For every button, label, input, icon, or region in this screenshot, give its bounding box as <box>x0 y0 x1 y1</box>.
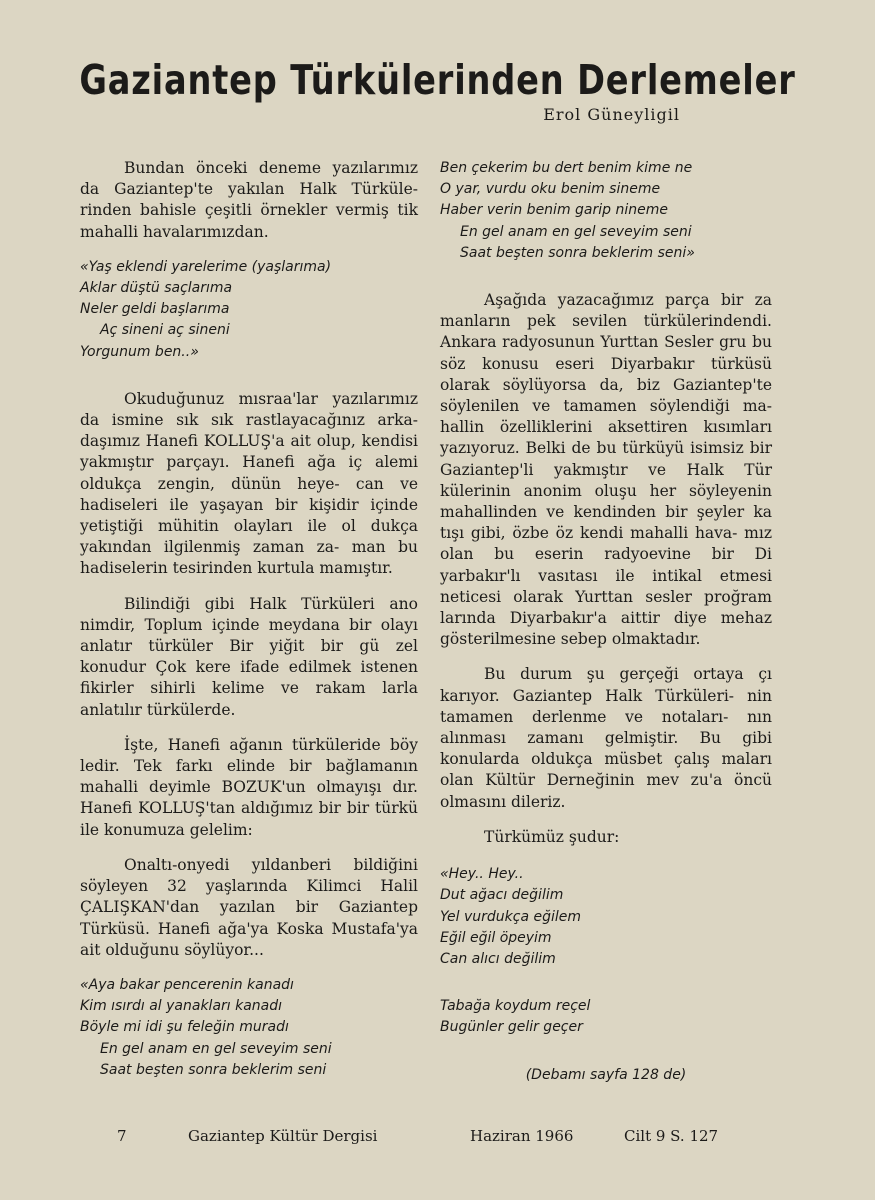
verse-line: En gel anam en gel seveyim seni <box>460 223 692 240</box>
verse-line: Haber verin benim garip nineme <box>440 202 668 219</box>
issue-date: Haziran 1966 <box>470 1127 574 1145</box>
paragraph: İşte, Hanefi ağanın türküleride böy ledir. Tek farkı elinde bir bağlamanın mahalli deyimle BOZUK'un olmayışı dır. Hanefi KOLLUŞ'tan aldığımız bir bir türkü ile konumuza gelelim: <box>80 735 418 839</box>
verse-block <box>80 257 418 363</box>
verse-line: Tabağa koydum reçel <box>440 998 591 1015</box>
right-column <box>440 158 772 1086</box>
paragraph: Türkümüz şudur: <box>484 827 620 846</box>
continuation-note: (Debamı sayfa 128 de) <box>525 1066 687 1083</box>
verse-line: Saat beşten sonra beklerim seni» <box>460 244 695 261</box>
verse-line: Dut ağacı değilim <box>440 887 564 904</box>
verse-line: Neler geldi başlarıma <box>80 301 230 318</box>
article-title: Gaziantep Türkülerinden Derlemeler <box>79 56 796 104</box>
paragraph: Aşağıda yazacağımız parça bir za manların pek sevilen türkülerindendi. Ankara radyosunun Yurttan Sesler gru bu söz konusu eseri Diyarbakır türküsü olarak söylüyorsa da, biz Gaziantep'te söylenilen ve tamamen söylendiği ma- hallin özelliklerini aksettiren kısımları yazıyoruz. Belki de bu türküyü isimsiz bir Gaziantep'li yakmıştır ve Halk Tür külerinin anonim oluşu her söyleyenin mahallinden ve kendinden bir şeyler ka tışı gibi, özbe öz kendi mahalli hava- mız olan bu eserin radyoevine bir Di yarbakır'lı vasıtası ile intikal etmesi neticesi olarak Yurttan sesler proğram larında Diyarbakır'a aittir diye mehaz gösterilmesine sebep olmaktadır. <box>440 291 772 649</box>
article-author: Erol Güneyligil <box>543 105 680 124</box>
journal-name: Gaziantep Kültür Dergisi <box>188 1127 378 1145</box>
verse-line: Can alıcı değilim <box>440 950 556 967</box>
verse-line: «Aya bakar pencerenin kanadı <box>80 976 294 993</box>
paragraph: Okuduğunuz mısraa'lar yazılarımız da ismine sık sık rastlayacağınız arka- daşımız Hanefi KOLLUŞ'a ait olup, kendisi yakmıştır parçayı. Hanefi ağa iç alemi oldukça zengin, dünün heye- can ve hadiseleri ile yaşayan bir kişidir içinde yetiştiği mühitin olayları ile ol dukça yakından ilgilenmiş zaman za- man bu hadiselerin tesirinden kurtula mamıştır. <box>80 389 418 578</box>
verse-line: Ben çekerim bu dert benim kime ne <box>440 160 693 176</box>
verse-block <box>440 996 772 1038</box>
paragraph: Onaltı-onyedi yıldanberi bildiğini söyleyen 32 yaşlarında Kilimci Halil ÇALIŞKAN'dan yazılan bir Gaziantep Türküsü. Hanefi ağa'ya Koska Mustafa'ya ait olduğunu söylüyor... <box>80 855 418 959</box>
verse-block <box>440 864 772 970</box>
verse-line: Yel vurdukça eğilem <box>440 908 582 925</box>
paragraph: Bundan önceki deneme yazılarımız da Gaziantep'te yakılan Halk Türküle- rinden bahisle çeşitli örnekler vermiş tik mahalli havalarımızdan. <box>80 159 418 241</box>
page-number: 7 <box>117 1127 127 1145</box>
paragraph: Bu durum şu gerçeği ortaya çı karıyor. Gaziantep Halk Türküleri- nin tamamen derlenme ve notaları- nın alınması zamanı gelmiştir. Bu gibi konularda oldukça müsbet çalış maları olan Kültür Derneğinin mev zu'a öncü olmasını dileriz. <box>440 665 772 811</box>
verse-line: Böyle mi idi şu feleğin muradı <box>80 1019 289 1036</box>
verse-block <box>80 975 418 1081</box>
verse-block <box>440 158 772 264</box>
verse-line: Aklar düştü saçlarıma <box>80 280 233 297</box>
verse-line: Yorgunum ben..» <box>80 343 199 360</box>
verse-line: «Hey.. Hey.. <box>440 866 524 883</box>
verse-line: Kim ısırdı al yanakları kanadı <box>80 998 283 1015</box>
verse-line: Bugünler gelir geçer <box>440 1019 583 1036</box>
verse-line: En gel anam en gel seveyim seni <box>100 1040 332 1057</box>
paragraph: Bilindiği gibi Halk Türküleri ano nimdir, Toplum içinde meydana bir olayı anlatır türküler Bir yiğit bir gü zel konudur Çok kere ifade edilmek istenen fikirler sihirli kelime ve rakam larla anlatılır türkülerde. <box>80 594 418 719</box>
verse-line: O yar, vurdu oku benim sineme <box>440 181 661 198</box>
verse-line: «Yaş eklendi yarelerime (yaşlarıma) <box>80 258 332 275</box>
volume-info: Cilt 9 S. 127 <box>624 1127 719 1145</box>
verse-line: Aç sineni aç sineni <box>100 322 230 339</box>
left-column <box>80 158 418 1107</box>
verse-line: Saat beşten sonra beklerim seni <box>100 1061 327 1078</box>
verse-line: Eğil eğil öpeyim <box>440 929 552 946</box>
